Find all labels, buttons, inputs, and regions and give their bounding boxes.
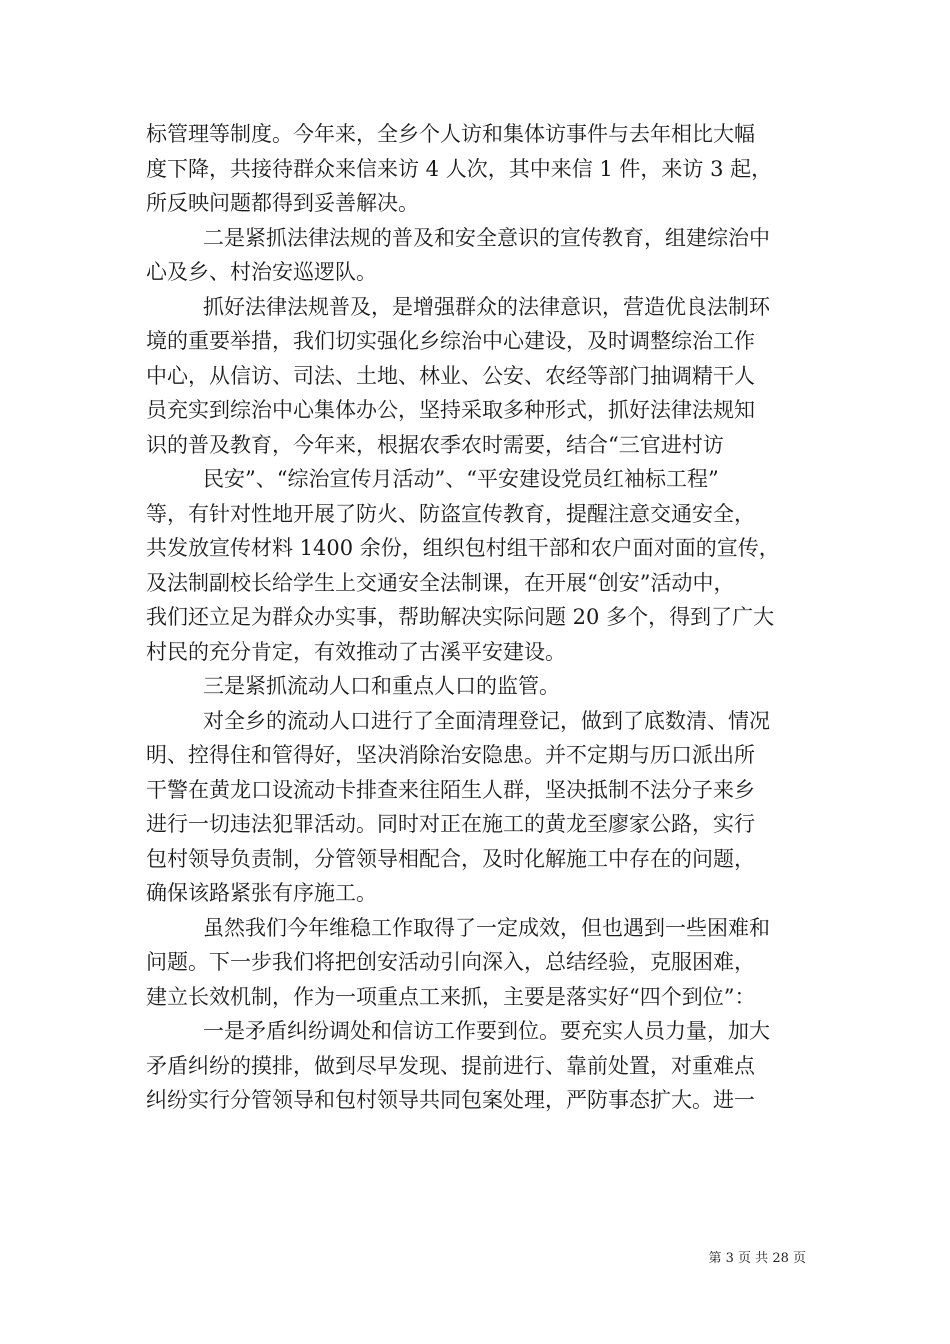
text-line: 标管理等制度。今年来，全乡个人访和集体访事件与去年相比大幅: [146, 122, 755, 146]
text-line: 纠纷实行分管领导和包村领导共同包案处理，严防事态扩大。进一: [146, 1088, 755, 1112]
paragraph-start: 虽然我们今年维稳工作取得了一定成效，但也遇到一些困难和: [203, 915, 770, 940]
text-line: 识的普及教育，今年来，根据农季农时需要，结合“三官进村访: [146, 432, 724, 457]
paragraph-start: 抓好法律法规普及，是增强群众的法律意识，营造优良法制环: [203, 294, 770, 319]
text-line: 包村领导负责制，分管领导相配合，及时化解施工中存在的问题，: [146, 846, 755, 871]
text-line: 明、控得住和管得好，坚决消除治安隐患。并不定期与历口派出所: [146, 743, 755, 767]
paragraph-start: 一是矛盾纠纷调处和信访工作要到位。要充实人员力量，加大: [203, 1019, 770, 1043]
text-line: 村民的充分肯定，有效推动了古溪平安建设。: [146, 639, 566, 664]
text-line: 干警在黄龙口设流动卡排查来往陌生人群，坚决抵制不法分子来乡: [146, 777, 755, 802]
text-line: 员充实到综治中心集体办公，坚持采取多种形式，抓好法律法规知: [146, 398, 755, 422]
text-line: 进行一切违法犯罪活动。同时对正在施工的黄龙至廖家公路，实行: [146, 812, 755, 836]
paragraph-heading: 二是紧抓法律法规的普及和安全意识的宣传教育，组建综治中: [203, 225, 770, 250]
text-line: 问题。下一步我们将把创安活动引向深入，总结经验，克服困难，: [146, 950, 755, 974]
text-line: 心及乡、村治安巡逻队。: [146, 260, 377, 284]
text-line: 共发放宣传材料 1400 余份，组织包村组干部和农户面对面的宣传，: [146, 536, 780, 560]
page-number-footer: 第 3 页 共 28 页: [708, 1251, 806, 1266]
text-line: 度下降，共接待群众来信来访 4 人次，其中来信 1 件，来访 3 起，: [146, 156, 773, 181]
text-line: 所反映问题都得到妥善解决。: [146, 191, 419, 215]
text-line: 建立长效机制，作为一项重点工来抓，主要是落实好“四个到位”：: [146, 984, 756, 1009]
text-line: 矛盾纠纷的摸排，做到尽早发现、提前进行、靠前处置，对重难点: [146, 1053, 755, 1078]
text-line: 及法制副校长给学生上交通安全法制课，在开展“创安”活动中，: [146, 570, 735, 595]
document-body: [146, 117, 806, 1118]
paragraph-start: 对全乡的流动人口进行了全面清理登记，做到了底数清、情况: [203, 708, 770, 733]
text-line: 确保该路紧张有序施工。: [146, 881, 377, 905]
text-line: 等，有针对性地开展了防火、防盗宣传教育，提醒注意交通安全，: [146, 501, 755, 526]
paragraph-heading: 三是紧抓流动人口和重点人口的监管。: [203, 674, 560, 698]
text-line: 我们还立足为群众办实事，帮助解决实际问题 20 多个，得到了广大: [146, 605, 775, 629]
text-line: 民安”、“综治宣传月活动”、“平安建设党员红袖标工程”: [203, 467, 719, 491]
text-line: 境的重要举措，我们切实强化乡综治中心建设，及时调整综治工作: [146, 329, 755, 353]
text-line: 中心，从信访、司法、土地、林业、公安、农经等部门抽调精干人: [146, 363, 755, 388]
